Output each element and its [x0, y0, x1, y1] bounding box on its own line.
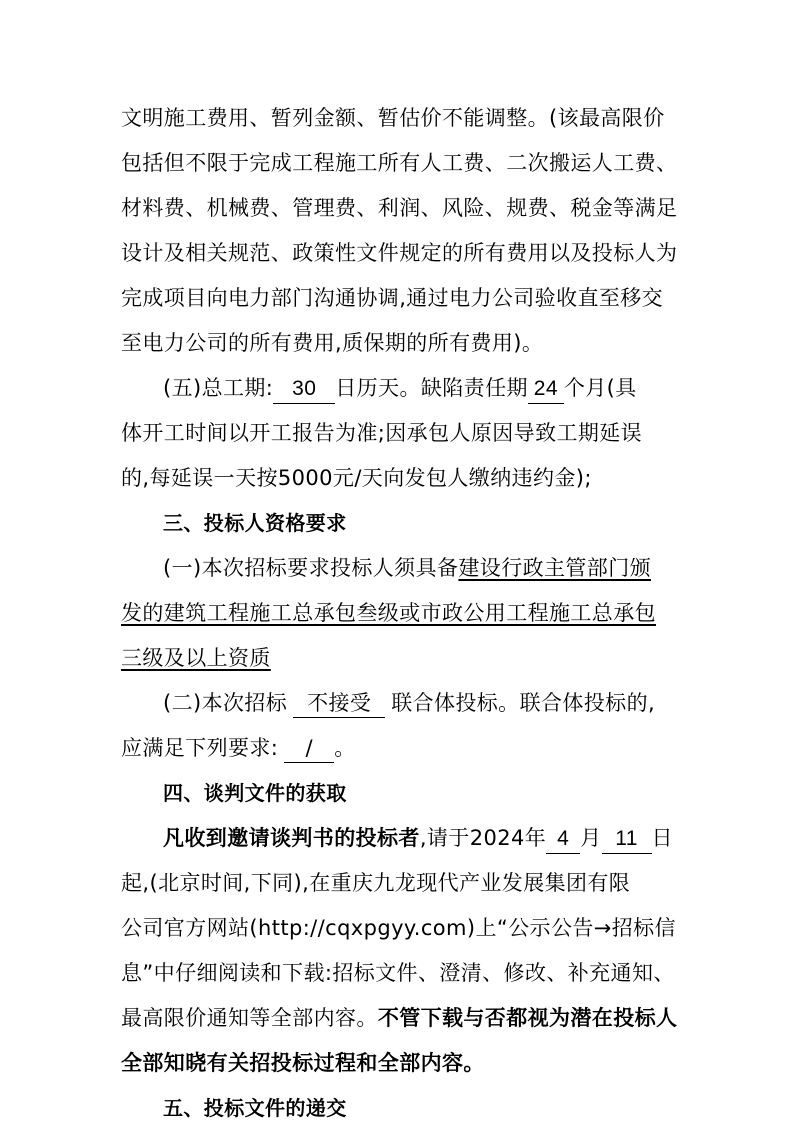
acquisition-line	[163, 823, 793, 854]
qualification-prefix: (一)本次招标要求投标人须具备	[163, 556, 459, 580]
paragraph-line: 息”中仔细阅读和下载:招标文件、澄清、修改、补充通知、	[121, 961, 675, 985]
acquisition-date-prefix: ,请于2024年	[419, 826, 547, 850]
section-heading: 四、谈判文件的获取	[163, 781, 347, 805]
work-period-suffix: 个月(具	[563, 376, 637, 400]
paragraph-line: 的,每延误一天按5000元/天向发包人缴纳违约金);	[121, 466, 592, 490]
paragraph-line	[121, 1003, 793, 1033]
paragraph-line: 至电力公司的所有费用,质保期的所有费用)。	[121, 331, 544, 355]
paragraph-line: 起,(北京时间,下同),在重庆九龙现代产业发展集团有限	[121, 871, 631, 895]
liability-months-value: 24	[528, 377, 564, 404]
consortium-requirement-prefix: 应满足下列要求:	[121, 736, 279, 760]
acquisition-bold-text: 凡收到邀请谈判书的投标者	[163, 826, 420, 850]
month-label: 月	[580, 826, 602, 850]
consortium-requirement-value: /	[284, 736, 334, 763]
qualification-requirement: 发的建筑工程施工总承包叁级或市政公用工程施工总承包	[121, 601, 656, 625]
acquisition-normal-text: 最高限价通知等全部内容。	[121, 1006, 378, 1030]
acquisition-bold-text: 不管下载与否都视为潜在投标人	[377, 1006, 678, 1030]
consortium-suffix: 联合体投标。联合体投标的,	[391, 691, 656, 715]
work-period-mid: 日历天。缺陷责任期	[335, 376, 528, 400]
day-label: 日	[651, 826, 673, 850]
qualification-line	[121, 643, 793, 673]
consortium-requirement-suffix: 。	[334, 736, 356, 760]
consortium-value: 不接受	[293, 691, 385, 718]
paragraph-line: 文明施工费用、暂列金额、暂估价不能调整。(该最高限价	[121, 106, 665, 130]
paragraph-line: 完成项目向电力部门沟通协调,通过电力公司验收直至移交	[121, 286, 664, 310]
acquisition-month-value: 4	[546, 827, 580, 854]
qualification-line	[163, 553, 793, 583]
total-days-value: 30	[273, 377, 335, 404]
consortium-prefix: (二)本次招标	[163, 691, 288, 715]
paragraph-line: 材料费、机械费、管理费、利润、风险、规费、税金等满足	[121, 196, 678, 220]
work-period-prefix: (五)总工期:	[163, 376, 274, 400]
qualification-requirement: 建设行政主管部门颁	[458, 556, 651, 580]
work-period-line	[163, 373, 793, 404]
paragraph-line: 全部知晓有关招投标过程和全部内容。	[121, 1051, 485, 1075]
consortium-line	[121, 733, 793, 763]
paragraph-line: 包括但不限于完成工程施工所有人工费、二次搬运人工费、	[121, 151, 678, 175]
qualification-requirement: 三级及以上资质	[121, 646, 271, 670]
acquisition-day-value: 11	[602, 827, 652, 854]
qualification-line	[121, 598, 793, 628]
consortium-line	[163, 688, 793, 718]
paragraph-line: 公司官方网站(http://cqxpgyy.com)上“公示公告→招标信	[121, 916, 676, 940]
section-heading: 三、投标人资格要求	[163, 511, 347, 535]
paragraph-line: 设计及相关规范、政策性文件规定的所有费用以及投标人为	[121, 241, 678, 265]
section-heading: 五、投标文件的递交	[163, 1096, 347, 1120]
paragraph-line: 体开工时间以开工报告为准;因承包人原因导致工期延误	[121, 421, 643, 445]
